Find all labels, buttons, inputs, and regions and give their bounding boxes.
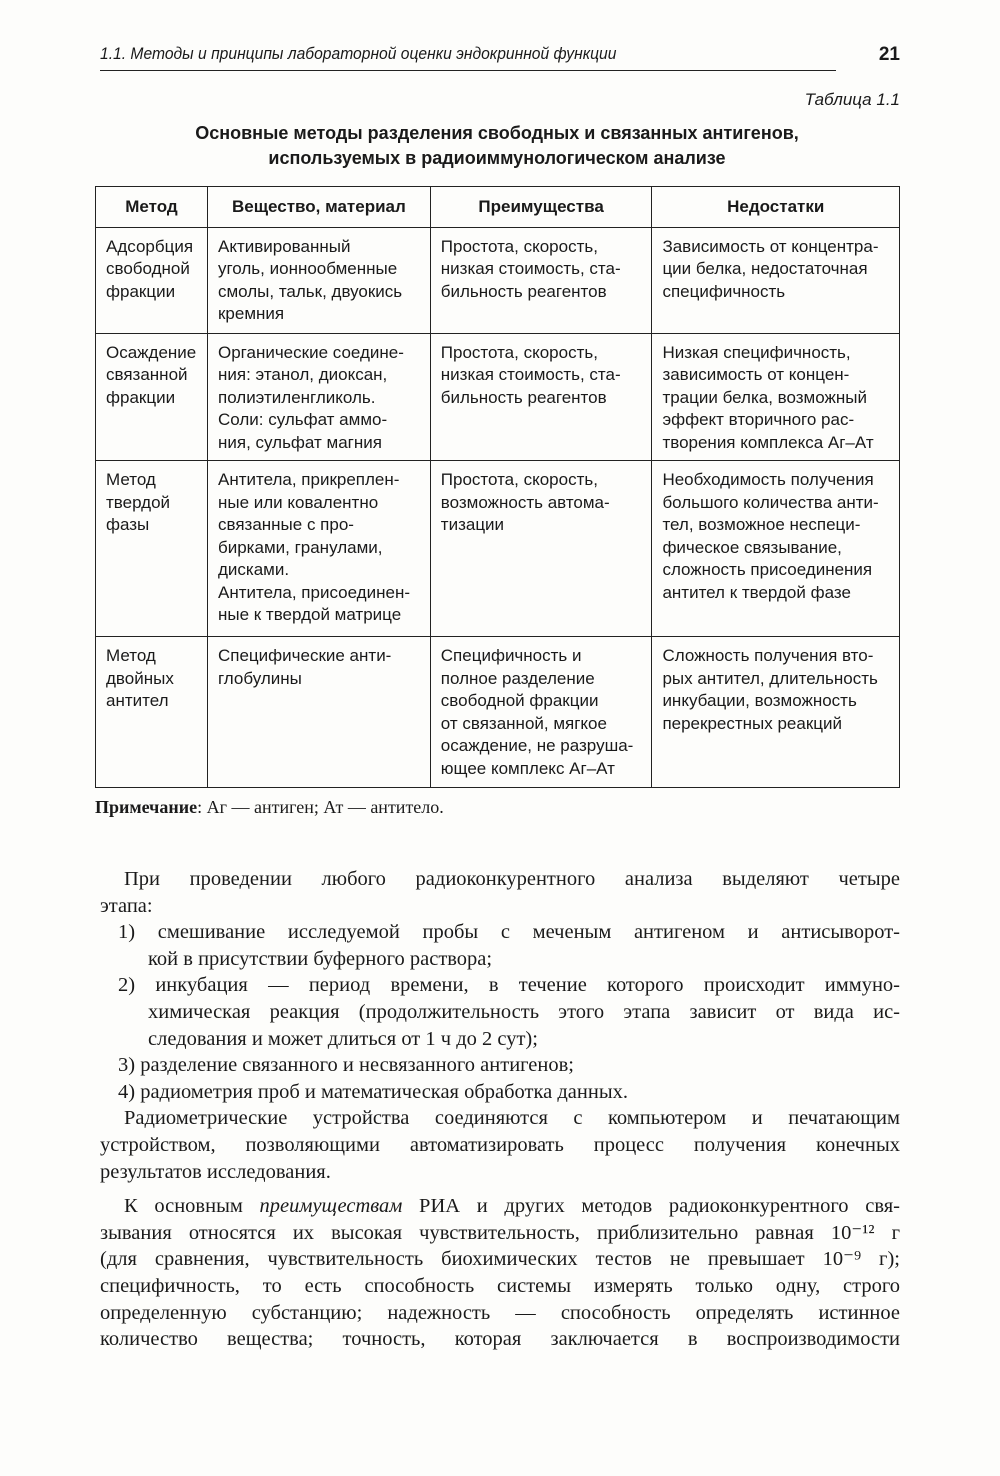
text-span: РИА и других методов радиоконкурентного свя- bbox=[402, 1195, 900, 1218]
table-row bbox=[96, 461, 900, 637]
list-item-line: 2) инкубация — период времени, в течение которого происходит иммуно- bbox=[118, 974, 900, 997]
text-line: определенную субстанцию; надежность — способность определять истинное bbox=[100, 1301, 900, 1324]
text-line: устройством, позволяющими автоматизировать процесс получения конечных bbox=[100, 1133, 900, 1156]
table-title-line: используемых в радиоиммунологическом анализе bbox=[268, 148, 726, 168]
column-header: Недостатки bbox=[652, 187, 900, 228]
table-row bbox=[96, 227, 900, 333]
list-item-line: 1) смешивание исследуемой пробы с меченым антигеном и антисыворот- bbox=[118, 921, 900, 944]
text-line: При проведении любого радиоконкурентного анализа выделяют четыре bbox=[124, 868, 900, 890]
table-cell: Простота, скорость, низкая стоимость, ста- бильность реагентов bbox=[430, 333, 652, 461]
table-cell: Необходимость получения большого количества анти- тел, возможное неспеци- фическое связывание, сложность присоединения антител к твердой фазе bbox=[652, 461, 900, 637]
methods-table bbox=[95, 186, 900, 788]
table-cell: Специфические анти- глобулины bbox=[207, 637, 430, 788]
text-line: результатов исследования. bbox=[100, 1160, 331, 1183]
text-line: специфичность, то есть способность системы измерять только одну, строго bbox=[100, 1274, 900, 1297]
list-item-line: химическая реакция (продолжительность этого этапа зависит от вида ис- bbox=[148, 1000, 900, 1023]
table-row bbox=[96, 333, 900, 461]
text-line: (для сравнения, чувствительность биохимических тестов не превышает 10⁻⁹ г); bbox=[100, 1248, 900, 1271]
table-cell: Низкая специфичность, зависимость от концен- трации белка, возможный эффект вторичного рас- творения комплекса Аг–Ат bbox=[652, 333, 900, 461]
text-line: количество вещества; точность, которая заключается в воспроизводимости bbox=[100, 1328, 900, 1351]
list-item-line: следования и может длиться от 1 ч до 2 сут); bbox=[148, 1027, 538, 1050]
table-cell: Активированный уголь, ионнообменные смолы, тальк, двуокись кремния bbox=[207, 227, 430, 333]
column-header: Вещество, материал bbox=[207, 187, 430, 228]
running-head: 1.1. Методы и принципы лабораторной оценки эндокринной функции bbox=[100, 44, 836, 71]
table-cell: Антитела, прикреплен- ные или ковалентно связанные с про- бирками, гранулами, дисками. Антитела, присоединен- ные к твердой матрице bbox=[207, 461, 430, 637]
list-item-line: 3) разделение связанного и несвязанного антигенов; bbox=[118, 1054, 575, 1077]
table-title bbox=[95, 121, 899, 171]
page-number: 21 bbox=[878, 44, 900, 65]
list-item-line: кой в присутствии буферного раствора; bbox=[148, 947, 493, 970]
table-title-line: Основные методы разделения свободных и связанных антигенов, bbox=[195, 123, 799, 143]
table-cell: Зависимость от концентра- ции белка, недостаточная специфичность bbox=[652, 227, 900, 333]
table-cell: Органические соедине- ния: этанол, диоксан, полиэтиленгликоль. Соли: сульфат аммо- ния, сульфат магния bbox=[207, 333, 430, 461]
list-item-line: 4) радиометрия проб и математическая обработка данных. bbox=[118, 1080, 628, 1103]
text-line: этапа: bbox=[100, 894, 153, 917]
table-cell: Метод твердой фазы bbox=[96, 461, 208, 637]
table-cell: Осаждение связанной фракции bbox=[96, 333, 208, 461]
table-row bbox=[96, 637, 900, 788]
table-cell: Адсорбция свободной фракции bbox=[96, 227, 208, 333]
emphasis: преимуществам bbox=[259, 1195, 403, 1218]
table-cell: Простота, скорость, возможность автома- тизации bbox=[430, 461, 652, 637]
note-label: Примечание bbox=[95, 797, 198, 817]
text-line bbox=[100, 1193, 900, 1220]
table-cell: Метод двойных антител bbox=[96, 637, 208, 788]
table-cell: Специфичность и полное разделение свободной фракции от связанной, мягкое осаждение, не разруша- ющее комплекс Аг–Ат bbox=[430, 637, 652, 788]
table-label: Таблица 1.1 bbox=[804, 90, 900, 109]
table-cell: Простота, скорость, низкая стоимость, ста- бильность реагентов bbox=[430, 227, 652, 333]
note-text: : Аг — антиген; Ат — антитело. bbox=[197, 797, 444, 817]
column-header: Метод bbox=[96, 187, 208, 228]
column-header: Преимущества bbox=[430, 187, 652, 228]
table-cell: Сложность получения вто- рых антител, длительность инкубации, возможность перекрестных реакций bbox=[652, 637, 900, 788]
text-line: Радиометрические устройства соединяются с компьютером и печатающим bbox=[124, 1107, 900, 1130]
text-line: зывания относятся их высокая чувствительность, приблизительно равная 10⁻¹² г bbox=[100, 1221, 900, 1244]
table-header-row bbox=[96, 187, 900, 228]
body-text bbox=[100, 866, 900, 1353]
text-span: К основным bbox=[124, 1195, 260, 1218]
table-note bbox=[95, 797, 444, 818]
